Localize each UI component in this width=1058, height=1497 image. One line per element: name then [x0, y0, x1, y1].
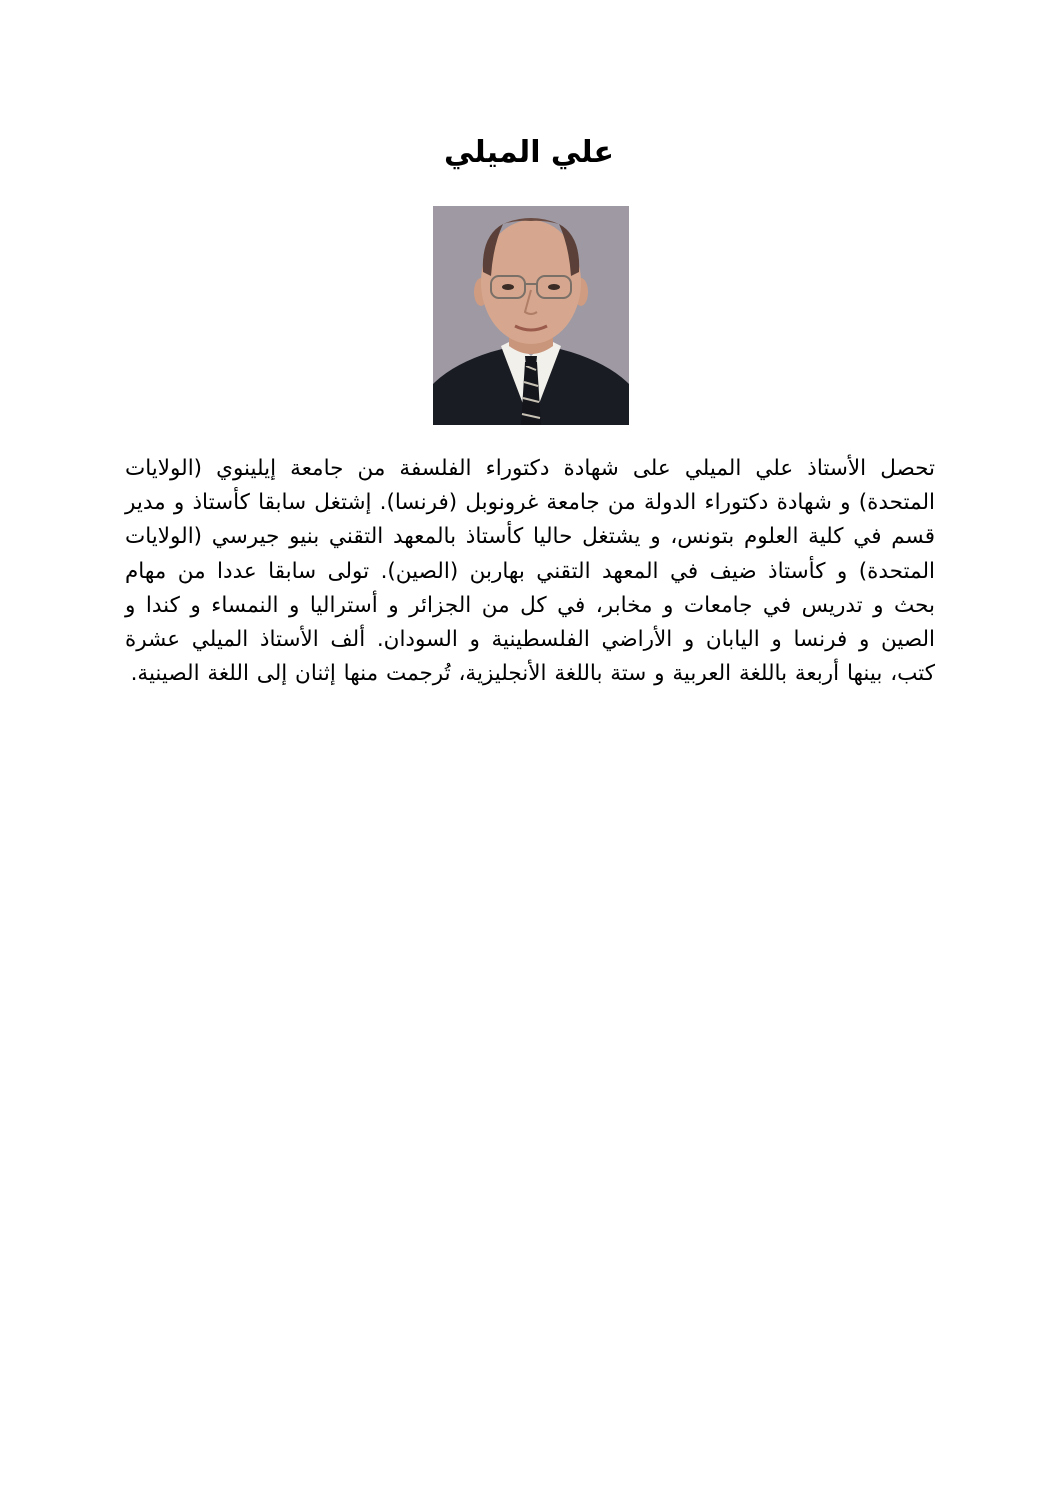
person-portrait-icon: [433, 206, 629, 425]
page-title: علي الميلي: [443, 135, 615, 170]
portrait-photo: [433, 206, 629, 425]
biography-paragraph: تحصل الأستاذ علي الميلي على شهادة دكتوراء الفلسفة من جامعة إيلينوي (الولايات المتحدة) و شهادة دكتوراء الدولة من جامعة غرونوبل (فرنسا). إشتغل سابقا كأستاذ و مدير قسم في كلية العلوم بتونس، و يشتغل حاليا كأستاذ بالمعهد التقني بنيو جيرسي (الولايات المتحدة) و كأستاذ ضيف في المعهد التقني بهاربن (الصين). تولى سابقا عددا من مهام بحث و تدريس في جامعات و مخابر، في كل من الجزائر و أستراليا و النمساء و كندا و الصين و فرنسا و اليابان و الأراضي الفلسطينية و السودان. ألف الأستاذ الميلي عشرة كتب، بينها أربعة باللغة العربية و ستة باللغة الأنجليزية، تُرجمت منها إثنان إلى اللغة الصينية.: [125, 456, 935, 687]
